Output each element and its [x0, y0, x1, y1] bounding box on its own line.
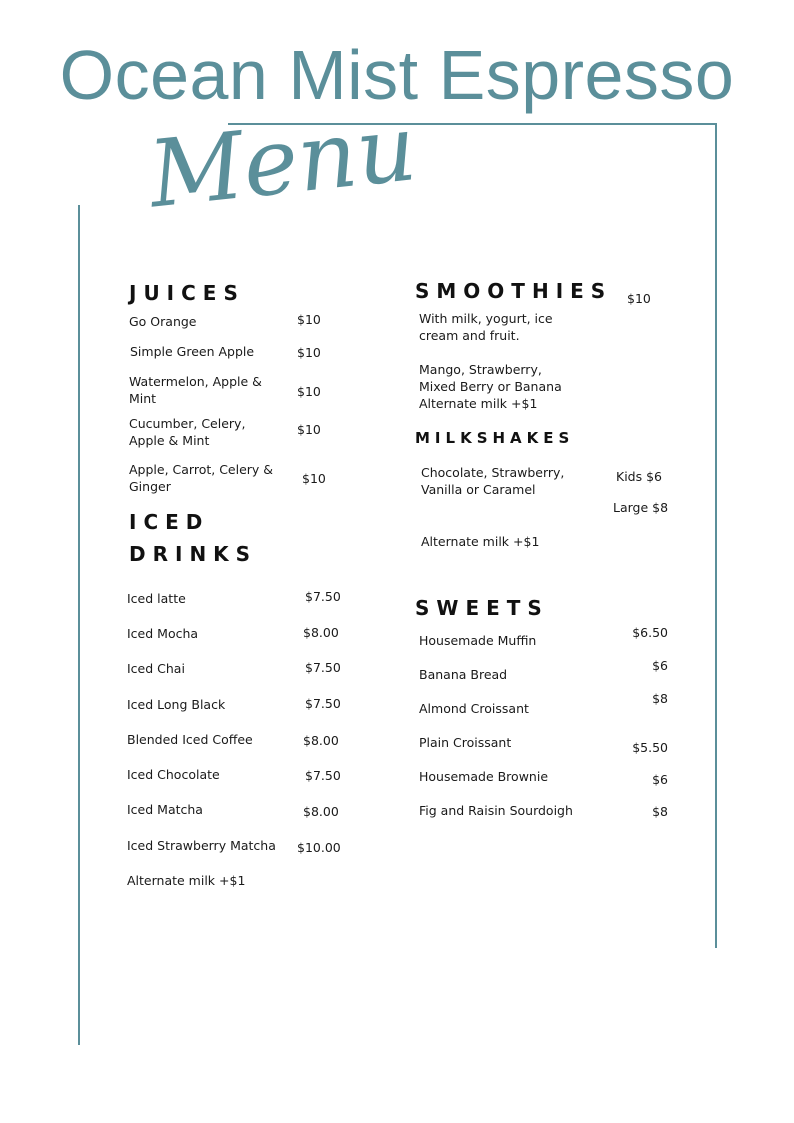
menu-item-name: Go Orange — [129, 314, 197, 329]
menu-item-price: $6 — [652, 772, 668, 787]
milkshakes-kids-price: Kids $6 — [616, 469, 662, 484]
milkshakes-heading: MILKSHAKES — [415, 429, 575, 447]
menu-item-name: Simple Green Apple — [130, 344, 255, 359]
smoothies-description: With milk, yogurt, ice cream and fruit. — [419, 311, 553, 343]
alternate-milk-note: Alternate milk +$1 — [127, 873, 246, 888]
menu-item-name: Iced latte — [127, 591, 186, 606]
menu-item-price: $5.50 — [632, 740, 668, 755]
smoothies-flavours: Mango, Strawberry, Mixed Berry or Banana — [419, 362, 562, 394]
milkshakes-large-price: Large $8 — [613, 500, 669, 515]
milkshakes-flavours: Chocolate, Strawberry, Vanilla or Caramel — [421, 465, 565, 497]
juices-heading: JUICES — [129, 281, 245, 305]
alternate-milk-note: Alternate milk +$1 — [421, 534, 540, 549]
menu-item-price: $7.50 — [305, 660, 341, 675]
menu-item-name: Watermelon, Apple & Mint — [129, 374, 262, 406]
alternate-milk-note: Alternate milk +$1 — [419, 396, 538, 411]
menu-item-price: $8.00 — [303, 733, 339, 748]
smoothies-heading: SMOOTHIES — [415, 279, 613, 303]
menu-item-price: $10 — [302, 471, 326, 486]
page-title: Ocean Mist Espresso — [59, 36, 735, 114]
menu-item-name: Blended Iced Coffee — [127, 732, 253, 747]
menu-item-price: $8.00 — [303, 804, 339, 819]
menu-item-name: Cucumber, Celery, Apple & Mint — [129, 416, 246, 448]
menu-item-price: $10 — [297, 312, 321, 327]
menu-item-name: Almond Croissant — [419, 701, 529, 716]
menu-item-price: $8 — [652, 691, 668, 706]
iced-drinks-heading-line1: ICED — [129, 510, 210, 534]
menu-item-price: $10.00 — [297, 840, 341, 855]
menu-item-name: Apple, Carrot, Celery & Ginger — [129, 462, 274, 494]
menu-item-name: Banana Bread — [419, 667, 508, 682]
menu-item-price: $8 — [652, 804, 668, 819]
frame-line-left — [78, 205, 80, 1045]
frame-line-right — [715, 123, 717, 948]
menu-item-price: $8.00 — [303, 625, 339, 640]
smoothies-price: $10 — [627, 291, 651, 306]
menu-item-name: Iced Chai — [127, 661, 185, 676]
menu-item-price: $6.50 — [632, 625, 668, 640]
menu-item-name: Iced Matcha — [127, 802, 203, 817]
menu-item-price: $10 — [297, 422, 321, 437]
menu-item-price: $7.50 — [305, 589, 341, 604]
menu-item-price: $10 — [297, 345, 321, 360]
menu-item-name: Plain Croissant — [419, 735, 512, 750]
menu-item-name: Housemade Muffin — [419, 633, 537, 648]
menu-item-name: Iced Strawberry Matcha — [127, 838, 276, 853]
menu-item-name: Iced Chocolate — [127, 767, 220, 782]
menu-item-name: Iced Long Black — [127, 697, 226, 712]
iced-drinks-heading-line2: DRINKS — [129, 542, 258, 566]
menu-item-price: $6 — [652, 658, 668, 673]
menu-script-heading: Menu — [144, 94, 422, 229]
menu-item-price: $7.50 — [305, 696, 341, 711]
sweets-heading: SWEETS — [415, 596, 549, 620]
menu-item-price: $10 — [297, 384, 321, 399]
menu-item-name: Housemade Brownie — [419, 769, 549, 784]
menu-item-price: $7.50 — [305, 768, 341, 783]
menu-item-name: Fig and Raisin Sourdoigh — [419, 803, 573, 818]
menu-item-name: Iced Mocha — [127, 626, 199, 641]
